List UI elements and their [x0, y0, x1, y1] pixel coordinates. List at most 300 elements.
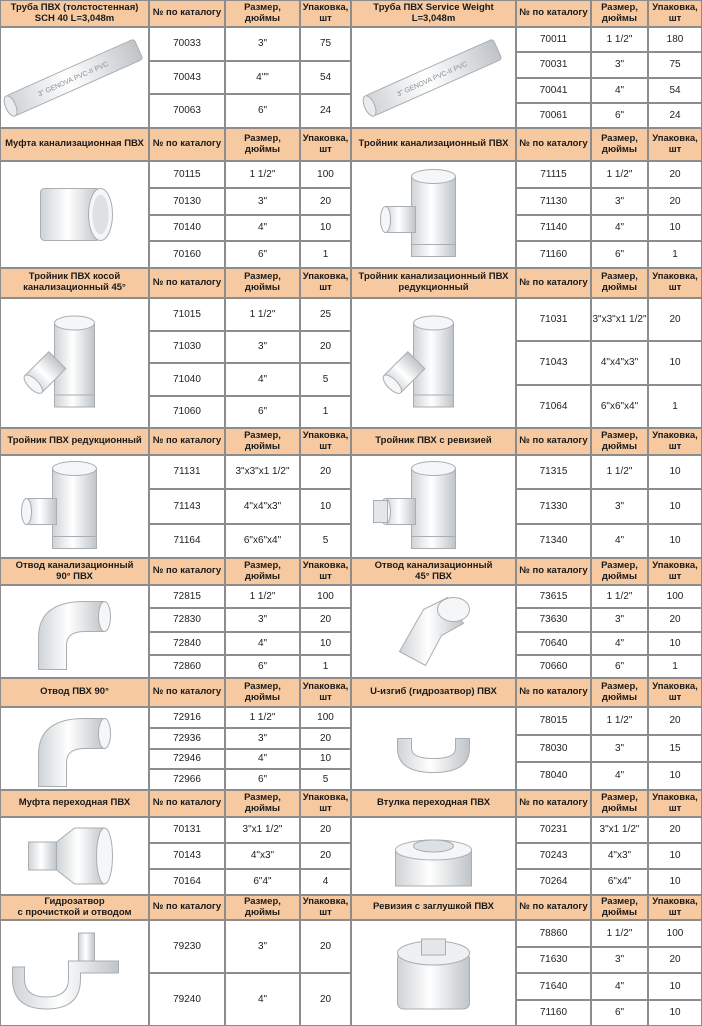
- catalog-number-cell: [149, 920, 225, 973]
- cell-text: 20: [319, 993, 332, 1005]
- product-title: [351, 895, 516, 920]
- cell-text: Тройник ПВХ редукционный: [7, 435, 142, 447]
- cell-text: № по каталогу: [152, 7, 222, 19]
- cell-text: 4": [257, 753, 268, 765]
- cell-text: 5: [322, 373, 329, 385]
- catalog-number-cell: [149, 655, 225, 678]
- pack-cell: [648, 27, 702, 52]
- product-title: [0, 678, 149, 707]
- catalog-number-cell: [149, 61, 225, 94]
- cell-text: 20: [319, 824, 332, 836]
- cell-text: Размер, дюймы: [601, 559, 638, 582]
- cell-text: 20: [669, 614, 681, 626]
- catalog-number-cell: [149, 161, 225, 188]
- pack-cell: [648, 973, 702, 1000]
- cell-text: № по каталогу: [152, 901, 222, 913]
- size-cell: [225, 655, 300, 678]
- cell-text: 71143: [173, 500, 201, 512]
- pack-cell: [648, 524, 702, 558]
- catalog-number-cell: [516, 707, 591, 735]
- cell-text: 10: [669, 770, 681, 782]
- cell-text: 72860: [173, 660, 201, 672]
- size-cell: [591, 735, 648, 762]
- size-cell: [591, 843, 648, 869]
- size-cell: [591, 455, 648, 489]
- catalog-number-header: [516, 678, 591, 707]
- cell-text: 6"x6"x4": [243, 535, 282, 547]
- cell-text: 70231: [539, 824, 568, 836]
- size-cell: [591, 869, 648, 895]
- product-title: [351, 678, 516, 707]
- size-cell: [225, 728, 300, 749]
- catalog-number-cell: [149, 973, 225, 1026]
- catalog-number-cell: [516, 869, 591, 895]
- cell-text: 1 1/2": [606, 927, 633, 939]
- elbow-45-icon: [352, 586, 515, 677]
- size-cell: [591, 298, 648, 341]
- pack-cell: [300, 920, 351, 973]
- catalog-number-header: [149, 558, 225, 585]
- cell-text: 70031: [539, 59, 568, 71]
- product-title: [0, 268, 149, 298]
- catalog-number-cell: [516, 489, 591, 524]
- size-cell: [225, 489, 300, 524]
- reducing-wye-icon: [352, 299, 515, 427]
- size-cell: [225, 241, 300, 268]
- cell-text: 4": [257, 993, 268, 1005]
- product-title: [351, 128, 516, 161]
- catalog-number-header: [149, 0, 225, 27]
- cell-text: 4": [614, 770, 625, 782]
- cell-text: 10: [669, 222, 681, 234]
- catalog-number-cell: [516, 241, 591, 268]
- catalog-number-cell: [149, 215, 225, 241]
- size-cell: [225, 608, 300, 632]
- product-image: [0, 27, 149, 128]
- cell-text: 1 1/2": [606, 466, 633, 478]
- pack-cell: [648, 385, 702, 428]
- pack-cell: [648, 241, 702, 268]
- cell-text: № по каталогу: [152, 686, 222, 698]
- pack-cell: [300, 27, 351, 61]
- cell-text: 75: [319, 38, 332, 50]
- cell-text: 1 1/2": [606, 590, 633, 602]
- product-image: [0, 920, 149, 1026]
- cell-text: 3"x1 1/2": [242, 824, 283, 836]
- size-header: [591, 268, 648, 298]
- cell-text: 72916: [173, 711, 201, 723]
- cell-text: 3": [257, 38, 268, 50]
- cell-text: 71030: [173, 341, 201, 353]
- cell-text: Тройник канализационный ПВХ редукционный: [358, 271, 509, 293]
- cell-text: 79230: [173, 940, 201, 952]
- size-cell: [225, 363, 300, 396]
- cell-text: 1: [672, 248, 678, 260]
- size-cell: [591, 817, 648, 843]
- pack-header: [300, 128, 351, 161]
- cell-text: Труба ПВХ Service Weight L=3,048m: [373, 1, 494, 24]
- cell-text: 20: [669, 954, 681, 966]
- pack-cell: [300, 869, 351, 895]
- cell-text: 6": [614, 660, 625, 672]
- size-header: [591, 895, 648, 920]
- cell-text: 6": [614, 109, 625, 121]
- pack-cell: [300, 843, 351, 869]
- cell-text: 71640: [539, 980, 568, 992]
- cell-text: 3": [614, 500, 625, 512]
- size-cell: [591, 707, 648, 735]
- catalog-number-cell: [149, 188, 225, 215]
- catalog-number-header: [516, 558, 591, 585]
- pack-cell: [300, 749, 351, 769]
- product-title: [0, 895, 149, 920]
- cell-text: 4": [614, 637, 625, 649]
- pack-cell: [300, 973, 351, 1026]
- product-image: [351, 817, 516, 895]
- pack-cell: [648, 632, 702, 655]
- size-cell: [225, 298, 300, 331]
- cell-text: 71160: [539, 248, 568, 260]
- cell-text: 10: [669, 850, 681, 862]
- cell-text: 100: [666, 927, 684, 939]
- cell-text: 1: [322, 660, 329, 672]
- cell-text: Упаковка, шт: [302, 1, 349, 24]
- cell-text: 71315: [539, 466, 568, 478]
- cell-text: 78860: [539, 927, 568, 939]
- cell-text: Упаковка, шт: [302, 895, 349, 918]
- size-cell: [225, 585, 300, 608]
- cell-text: 5: [322, 773, 329, 785]
- size-header: [591, 790, 648, 817]
- cell-text: № по каталогу: [519, 686, 588, 698]
- cell-text: 6": [257, 248, 268, 260]
- catalog-number-cell: [516, 817, 591, 843]
- catalog-number-cell: [149, 27, 225, 61]
- size-header: [225, 558, 300, 585]
- size-cell: [591, 762, 648, 790]
- cell-text: 1 1/2": [249, 308, 276, 320]
- cell-text: 10: [669, 466, 681, 478]
- cell-text: Размер, дюймы: [244, 791, 281, 814]
- bend-90-icon: [1, 708, 148, 789]
- cell-text: 70660: [539, 660, 568, 672]
- product-title: [351, 558, 516, 585]
- pack-header: [648, 0, 702, 27]
- cell-text: 5: [322, 535, 329, 547]
- size-cell: [225, 749, 300, 769]
- cell-text: Отвод ПВХ 90°: [40, 686, 109, 698]
- cell-text: Упаковка, шт: [652, 271, 698, 293]
- cell-text: Размер, дюймы: [601, 429, 638, 452]
- size-cell: [591, 655, 648, 678]
- size-header: [225, 895, 300, 920]
- cell-text: 54: [319, 71, 332, 83]
- cell-text: 3": [614, 954, 625, 966]
- pack-cell: [300, 241, 351, 268]
- pack-header: [648, 428, 702, 455]
- catalog-number-cell: [149, 632, 225, 655]
- pack-cell: [648, 1000, 702, 1026]
- cell-text: № по каталогу: [519, 797, 588, 809]
- catalog-number-cell: [516, 103, 591, 128]
- cell-text: Муфта переходная ПВХ: [18, 797, 131, 809]
- cell-text: Размер, дюймы: [244, 559, 281, 582]
- cell-text: 3": [614, 195, 625, 207]
- size-cell: [591, 78, 648, 103]
- cell-text: 10: [669, 1007, 681, 1019]
- pack-cell: [300, 161, 351, 188]
- pack-cell: [648, 920, 702, 947]
- catalog-number-cell: [516, 947, 591, 973]
- cell-text: 3"x1 1/2": [599, 824, 640, 836]
- catalog-number-cell: [149, 396, 225, 428]
- catalog-number-cell: [516, 27, 591, 52]
- pipe-print-text: 3" GENOVA PVC-II PVC: [37, 60, 110, 99]
- product-title: [351, 0, 516, 27]
- cell-text: 6": [257, 105, 268, 117]
- size-cell: [225, 817, 300, 843]
- product-image: [351, 585, 516, 678]
- pack-cell: [300, 61, 351, 94]
- cell-text: 20: [319, 732, 332, 744]
- cell-text: 78040: [539, 770, 568, 782]
- pack-cell: [648, 735, 702, 762]
- cell-text: 72946: [173, 753, 201, 765]
- cell-text: 10: [319, 637, 332, 649]
- cell-text: Упаковка, шт: [302, 791, 349, 814]
- size-header: [225, 678, 300, 707]
- pipe-print-text: 3" GENOVA PVC-II PVC: [396, 60, 469, 99]
- product-image: [0, 817, 149, 895]
- catalog-number-cell: [516, 524, 591, 558]
- cell-text: Отвод канализационный 45° ПВХ: [374, 559, 493, 582]
- catalog-number-cell: [516, 455, 591, 489]
- cell-text: 70131: [173, 824, 201, 836]
- cell-text: 10: [319, 753, 332, 765]
- cell-text: 10: [669, 876, 681, 888]
- elbow-90-icon: [1, 586, 148, 677]
- cell-text: 71031: [539, 313, 568, 325]
- catalog-number-header: [516, 428, 591, 455]
- pack-cell: [648, 585, 702, 608]
- cell-text: 70164: [173, 876, 201, 888]
- catalog-number-cell: [516, 385, 591, 428]
- product-title: [0, 128, 149, 161]
- cell-text: Ревизия с заглушкой ПВХ: [372, 901, 495, 913]
- size-cell: [225, 707, 300, 728]
- cell-text: Упаковка, шт: [302, 271, 349, 293]
- cell-text: 70033: [173, 38, 201, 50]
- catalog-number-header: [149, 428, 225, 455]
- cell-text: № по каталогу: [519, 276, 588, 288]
- cell-text: 3": [614, 614, 625, 626]
- cell-text: 4"x3": [250, 850, 275, 862]
- cell-text: 24: [669, 109, 681, 121]
- pack-cell: [300, 489, 351, 524]
- cell-text: 70041: [539, 84, 568, 96]
- cell-text: 20: [669, 195, 681, 207]
- size-cell: [591, 524, 648, 558]
- cell-text: 71064: [539, 400, 568, 412]
- size-cell: [591, 215, 648, 241]
- product-image: [351, 455, 516, 558]
- cell-text: 20: [669, 824, 681, 836]
- cell-text: 3": [257, 195, 268, 207]
- cell-text: 71140: [539, 222, 568, 234]
- cell-text: 3": [614, 59, 625, 71]
- catalog-number-cell: [149, 769, 225, 790]
- cell-text: 71330: [539, 500, 568, 512]
- pack-cell: [648, 52, 702, 78]
- cell-text: 71115: [540, 168, 567, 180]
- size-cell: [591, 341, 648, 385]
- size-cell: [225, 94, 300, 128]
- pack-cell: [300, 655, 351, 678]
- cell-text: 10: [669, 980, 681, 992]
- cell-text: № по каталогу: [152, 276, 222, 288]
- size-cell: [225, 455, 300, 489]
- pack-cell: [648, 707, 702, 735]
- product-title: [351, 268, 516, 298]
- cell-text: 72815: [173, 590, 201, 602]
- catalog-number-cell: [149, 817, 225, 843]
- wye-icon: [1, 299, 148, 427]
- size-header: [591, 128, 648, 161]
- pack-header: [648, 128, 702, 161]
- cell-text: 20: [319, 466, 332, 478]
- cell-text: 70130: [173, 195, 201, 207]
- cell-text: Упаковка, шт: [302, 132, 349, 155]
- cell-text: 6": [257, 660, 268, 672]
- cell-text: 1 1/2": [249, 168, 276, 180]
- catalog-number-cell: [149, 524, 225, 558]
- pack-cell: [300, 632, 351, 655]
- size-cell: [225, 632, 300, 655]
- catalog-number-cell: [516, 52, 591, 78]
- cell-text: Упаковка, шт: [652, 895, 698, 918]
- catalog-number-cell: [516, 920, 591, 947]
- pipe-icon: [1, 28, 148, 127]
- size-cell: [225, 188, 300, 215]
- cell-text: 10: [319, 222, 332, 234]
- size-cell: [225, 161, 300, 188]
- cell-text: 10: [669, 637, 681, 649]
- cell-text: 3"x3"x1 1/2": [235, 466, 290, 478]
- pack-header: [300, 428, 351, 455]
- size-cell: [591, 27, 648, 52]
- cell-text: 71015: [173, 308, 201, 320]
- product-image: [351, 707, 516, 790]
- cell-text: 100: [317, 711, 334, 723]
- cell-text: 1 1/2": [249, 711, 276, 723]
- cell-text: Размер, дюймы: [601, 1, 638, 24]
- cell-text: № по каталогу: [519, 138, 588, 150]
- cell-text: Упаковка, шт: [652, 680, 698, 703]
- product-title: [0, 0, 149, 27]
- cell-text: 20: [669, 715, 681, 727]
- product-image: [0, 455, 149, 558]
- catalog-number-cell: [516, 762, 591, 790]
- cell-text: 10: [319, 500, 332, 512]
- catalog-number-cell: [149, 585, 225, 608]
- cleanout-tee-icon: [352, 456, 515, 557]
- cell-text: 70061: [539, 109, 568, 121]
- cell-text: 3": [257, 614, 268, 626]
- catalog-number-cell: [516, 78, 591, 103]
- product-title: [0, 790, 149, 817]
- catalog-number-cell: [149, 241, 225, 268]
- cell-text: 4"": [256, 71, 269, 83]
- cell-text: 70640: [539, 637, 568, 649]
- cell-text: 3": [614, 742, 625, 754]
- cell-text: 25: [319, 308, 332, 320]
- cell-text: 78015: [539, 715, 568, 727]
- cell-text: Упаковка, шт: [652, 429, 698, 452]
- catalog-number-cell: [516, 215, 591, 241]
- catalog-number-cell: [516, 843, 591, 869]
- catalog-number-cell: [149, 363, 225, 396]
- size-cell: [591, 188, 648, 215]
- pack-cell: [648, 161, 702, 188]
- pack-cell: [648, 298, 702, 341]
- catalog-number-cell: [516, 161, 591, 188]
- pack-header: [300, 790, 351, 817]
- cell-text: Упаковка, шт: [302, 559, 349, 582]
- catalog-number-cell: [149, 749, 225, 769]
- pack-cell: [300, 298, 351, 331]
- product-image: [351, 161, 516, 268]
- pack-cell: [300, 817, 351, 843]
- cell-text: 72840: [173, 637, 201, 649]
- cell-text: Размер, дюймы: [601, 895, 638, 918]
- size-cell: [591, 385, 648, 428]
- cell-text: Гидрозатвор с прочисткой и отводом: [17, 895, 132, 918]
- size-cell: [591, 973, 648, 1000]
- size-header: [591, 678, 648, 707]
- size-cell: [225, 331, 300, 363]
- pack-cell: [648, 489, 702, 524]
- cell-text: Размер, дюймы: [244, 271, 281, 293]
- cell-text: 1 1/2": [606, 33, 633, 45]
- size-cell: [225, 769, 300, 790]
- cell-text: 20: [319, 195, 332, 207]
- cell-text: № по каталогу: [152, 435, 222, 447]
- catalog-number-cell: [149, 489, 225, 524]
- u-bend-icon: [352, 708, 515, 789]
- pack-cell: [300, 396, 351, 428]
- cell-text: 6"x6"x4": [600, 400, 639, 412]
- catalog-number-cell: [516, 1000, 591, 1026]
- size-header: [225, 790, 300, 817]
- cell-text: 3": [257, 341, 268, 353]
- pack-cell: [300, 455, 351, 489]
- cell-text: 70043: [173, 71, 201, 83]
- size-cell: [591, 947, 648, 973]
- size-cell: [591, 103, 648, 128]
- cell-text: 4": [614, 222, 625, 234]
- pack-cell: [648, 103, 702, 128]
- cell-text: Размер, дюймы: [244, 429, 281, 452]
- size-cell: [591, 241, 648, 268]
- cell-text: № по каталогу: [519, 7, 588, 19]
- cell-text: 70115: [173, 168, 201, 180]
- size-cell: [225, 27, 300, 61]
- cell-text: № по каталогу: [152, 797, 222, 809]
- product-title: [0, 428, 149, 455]
- size-header: [591, 428, 648, 455]
- pack-cell: [300, 215, 351, 241]
- cell-text: 71630: [539, 954, 568, 966]
